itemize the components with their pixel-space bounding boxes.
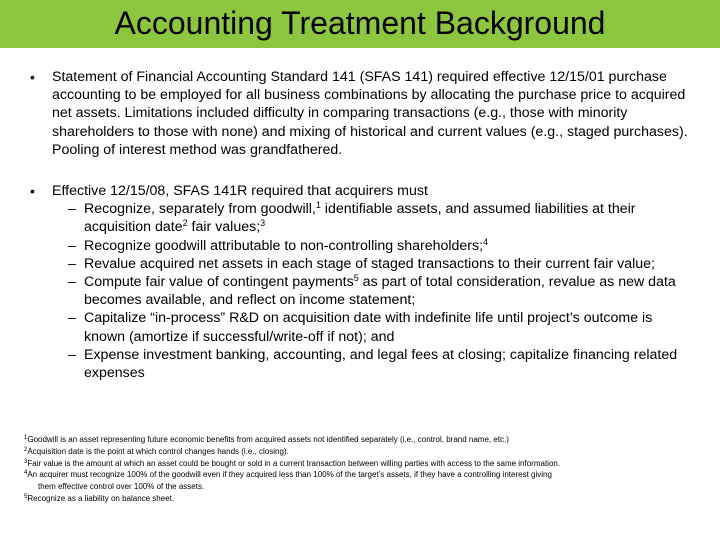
footnote-text: Fair value is the amount at which an asset could be bought or sold in a current transaction between willing parties with access to the same information.: [27, 458, 561, 468]
dash-marker: –: [68, 310, 76, 327]
footnote-text: Goodwill is an asset representing future economic benefits from acquired assets not identified separately (i.e., control, brand name, etc.): [27, 435, 509, 444]
sub-text: fair values;: [187, 219, 261, 236]
sub-text: Recognize goodwill attributable to non-controlling shareholders;: [84, 237, 484, 254]
sub-list: [52, 200, 692, 382]
footnote-3: [24, 458, 704, 470]
footnote-number: 3: [24, 458, 28, 465]
sub-text: as part of total consideration, revalue as new data becomes available, and reflect on income statement;: [84, 274, 676, 309]
dash-marker: –: [68, 274, 76, 291]
footnote-ref: 5: [353, 273, 359, 284]
dash-marker: –: [68, 255, 76, 272]
footnote-ref: 4: [483, 236, 489, 247]
sub-text: identifiable assets, and assumed liabilities at their acquisition date: [84, 201, 636, 236]
bullet-marker: •: [30, 183, 35, 199]
bullet-marker: •: [30, 69, 35, 85]
footnote-number: 5: [24, 493, 28, 500]
sub-text: Expense investment banking, accounting, and legal fees at closing; capitalize financing related expenses: [84, 346, 678, 382]
sub-item-expense-fees: [52, 346, 692, 382]
sub-item-revalue: [52, 255, 692, 273]
footnote-number: 1: [24, 435, 28, 441]
dash-marker: –: [68, 237, 76, 254]
sub-text: Compute fair value of contingent payments: [84, 274, 354, 291]
title-bar: [0, 0, 720, 48]
sub-text: Capitalize “in-process” R&D on acquisition date with indefinite life until project’s outcome is known (amortize if successful/write-off if not); and: [84, 310, 653, 345]
dash-marker: –: [68, 346, 76, 363]
footnotes: [24, 434, 704, 505]
footnote-ref: 3: [260, 218, 266, 229]
slide-title: Accounting Treatment Background: [114, 5, 606, 41]
dash-marker: –: [68, 201, 76, 218]
footnote-1: [24, 434, 704, 446]
footnote-number: 2: [24, 446, 28, 453]
bullet-text-sfas141: Statement of Financial Accounting Standard 141 (SFAS 141) required effective 12/15/01 purchase accounting to be employed for all business combinations by allocating the purchase price to acquired net assets. Limitations included difficulty in comparing transactions (e.g., those with minority shareholders to those with none) and mixing of historical and current values (e.g., staged purchases). Pooling of interest method was grandfathered.: [52, 69, 688, 158]
bullet-item-sfas141r: [52, 182, 692, 382]
footnote-4-continuation: them effective control over 100% of the assets.: [38, 482, 205, 492]
footnote-5: [24, 493, 704, 505]
footnote-4: [24, 469, 704, 481]
footnote-2: [24, 446, 704, 458]
footnote-ref: 2: [182, 218, 188, 229]
footnote-text: An acquirer must recognize 100% of the goodwill even if they acquired less than 100% of the target’s assets, if they have a controlling interest giving: [27, 470, 552, 480]
footnote-ref: 1: [315, 200, 321, 211]
sub-item-contingent: [52, 273, 692, 309]
sub-text: Recognize, separately from goodwill,: [84, 201, 316, 218]
footnote-text: Recognize as a liability on balance sheet.: [27, 493, 175, 503]
sub-text: Revalue acquired net assets in each stage of staged transactions to their current fair value;: [84, 255, 655, 272]
footnote-number: 4: [24, 470, 28, 477]
sub-item-recognize-assets: [52, 200, 692, 236]
footnote-text: Acquisition date is the point at which control changes hands (i.e., closing).: [27, 446, 289, 456]
bullet-text-sfas141r: Effective 12/15/08, SFAS 141R required that acquirers must: [52, 183, 428, 199]
sub-item-goodwill: [52, 237, 692, 255]
sub-item-in-process-rd: [52, 309, 692, 345]
